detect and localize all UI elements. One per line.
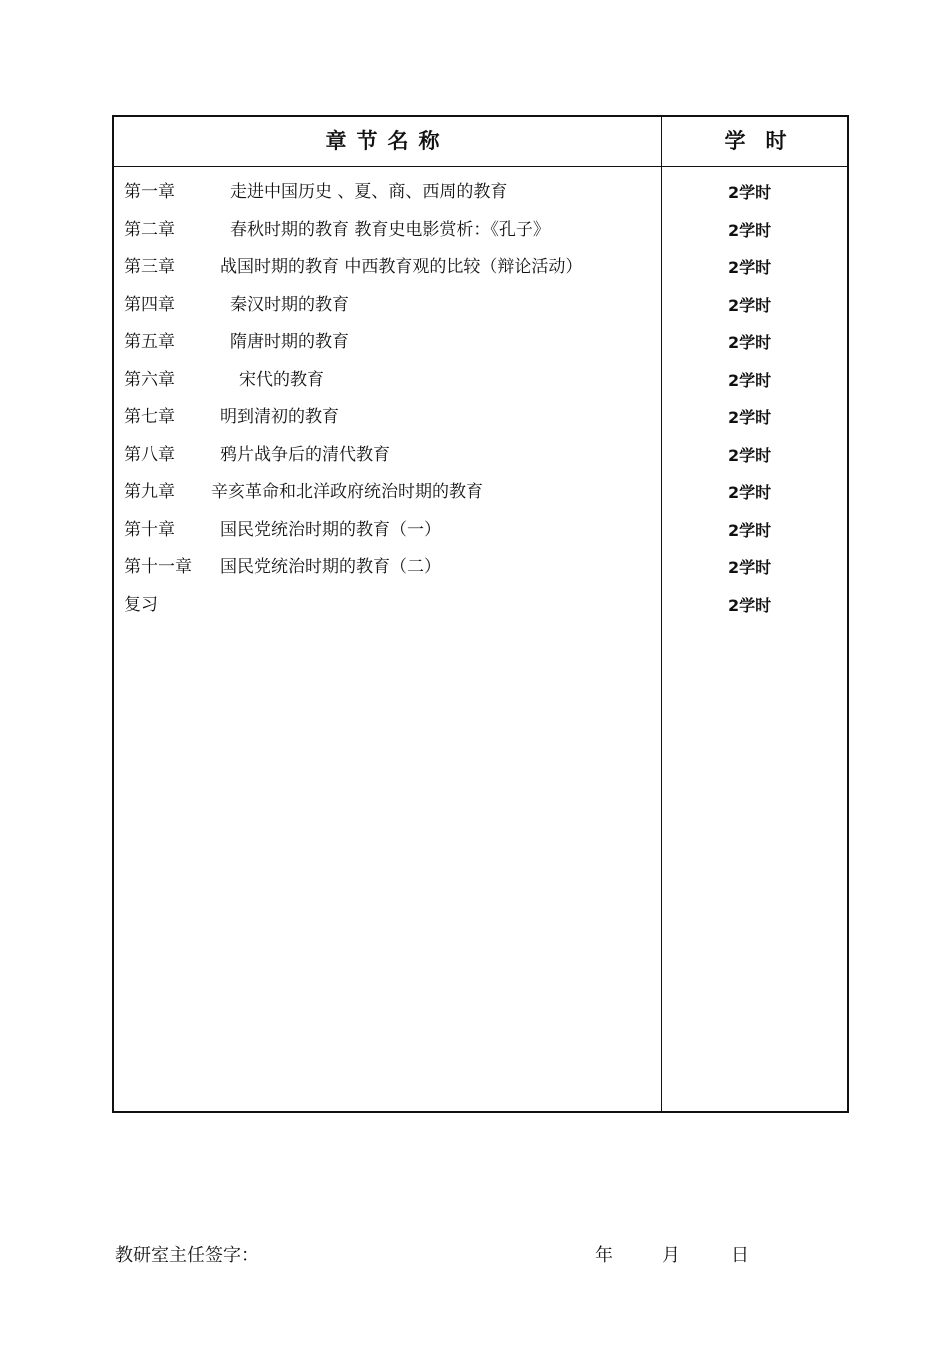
header-chapter-name: 章节名称 (325, 129, 450, 153)
table-row (114, 437, 847, 475)
table-row (114, 362, 847, 400)
chapter-list (114, 174, 847, 624)
chapter-title: 走进中国历史 、夏、商、西周的教育 (230, 182, 508, 202)
class-hours: 2学时 (728, 258, 772, 277)
class-hours: 2学时 (728, 408, 772, 427)
chapter-title: 国民党统治时期的教育（一） (220, 519, 441, 540)
chapter-number: 第五章 (124, 332, 175, 352)
class-hours: 2学时 (728, 333, 772, 352)
chapter-number: 第三章 (124, 257, 175, 277)
class-hours: 2学时 (728, 445, 772, 465)
chapter-number: 第十章 (124, 519, 175, 540)
chapter-number: 复习 (124, 594, 158, 615)
chapter-title: 辛亥革命和北洋政府统治时期的教育 (211, 482, 483, 502)
class-hours: 2学时 (728, 183, 772, 202)
table-row (114, 549, 847, 587)
chapter-title: 战国时期的教育 中西教育观的比较（辩论活动） (220, 257, 583, 277)
class-hours: 2学时 (728, 483, 772, 502)
year-label: 年 (595, 1245, 613, 1266)
class-hours: 2学时 (728, 295, 772, 315)
class-hours: 2学时 (728, 220, 772, 240)
signature-label: 教研室主任签字： (115, 1245, 259, 1266)
chapter-number: 第十一章 (124, 557, 192, 577)
table-row (114, 474, 847, 512)
chapter-title: 国民党统治时期的教育（二） (220, 557, 441, 577)
chapter-title: 宋代的教育 (239, 369, 324, 390)
table-row (114, 512, 847, 550)
chapter-number: 第九章 (124, 482, 175, 502)
chapter-number: 第四章 (124, 294, 175, 315)
header-divider (114, 166, 847, 167)
class-hours: 2学时 (728, 558, 772, 577)
chapter-title: 秦汉时期的教育 (230, 294, 349, 315)
table-row (114, 249, 847, 287)
table-row (114, 587, 847, 625)
chapter-number: 第七章 (124, 407, 175, 427)
chapter-number: 第一章 (124, 182, 175, 202)
syllabus-table (112, 115, 849, 1113)
chapter-title: 鸦片战争后的清代教育 (220, 444, 390, 465)
table-row (114, 399, 847, 437)
chapter-number: 第二章 (124, 219, 175, 240)
day-label: 日 (731, 1245, 749, 1266)
table-row (114, 287, 847, 325)
chapter-title: 明到清初的教育 (220, 407, 339, 427)
chapter-number: 第六章 (124, 369, 175, 390)
month-label: 月 (662, 1245, 680, 1266)
chapter-number: 第八章 (124, 444, 175, 465)
chapter-title: 春秋时期的教育 教育史电影赏析：《孔子》 (230, 219, 550, 240)
chapter-title: 隋唐时期的教育 (230, 332, 349, 352)
table-row (114, 174, 847, 212)
table-row (114, 324, 847, 362)
table-row (114, 212, 847, 250)
class-hours: 2学时 (728, 370, 772, 390)
class-hours: 2学时 (728, 595, 772, 615)
class-hours: 2学时 (728, 520, 772, 540)
header-class-hours: 学时 (724, 129, 807, 153)
